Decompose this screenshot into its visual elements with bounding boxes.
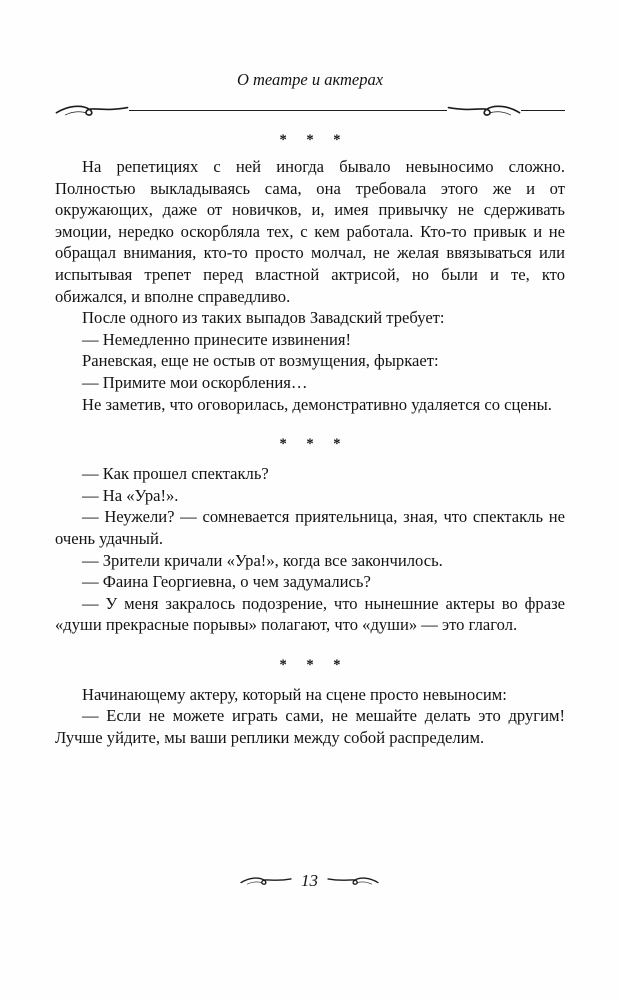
flourish-ornament-right-icon [447, 102, 521, 119]
page-number: 13 [301, 871, 318, 890]
footer-flourish-left-icon [240, 875, 292, 887]
page-footer [0, 871, 619, 891]
divider-line-end [521, 110, 565, 111]
paragraph: Раневская, еще не остыв от возмущения, фыркает: [82, 351, 439, 371]
dialogue-line: — Неужели? — сомневается приятельница, зная, что спектакль не очень удачный. [55, 507, 565, 548]
dialogue-line: — Зрители кричали «Ура!», когда все закончилось. [82, 550, 443, 570]
footer-flourish-right-icon [327, 875, 379, 887]
dialogue-line: — Фаина Георгиевна, о чем задумались? [82, 572, 371, 592]
dialogue-line: — Если не можете играть сами, не мешайте делать это другим! Лучше уйдите, мы ваши реплики между собой распределим. [55, 706, 565, 748]
dialogue-line: — Немедленно принесите извинения! [82, 329, 352, 349]
paragraph: Не заметив, что оговорилась, демонстративно удаляется со сцены. [82, 394, 552, 414]
paragraph: Начинающему актеру, который на сцене просто невыносим: [82, 684, 507, 704]
flourish-ornament-left-icon [55, 102, 129, 119]
header-divider [55, 99, 565, 121]
section-separator: * * * [279, 436, 349, 453]
dialogue-line: — Как прошел спектакль? [82, 464, 269, 484]
dialogue-line: — Примите мои оскорбления… [82, 372, 308, 392]
running-head: О театре и актерах [236, 70, 384, 89]
dialogue-line: — У меня закралось подозрение, что нынешние актеры во фразе «души прекрасные порывы» полагают, что «души» — это глагол. [55, 593, 565, 635]
paragraph: На репетициях с ней иногда бывало невыносимо сложно. Полностью выкладываясь сама, она требовала этого же и от окружающих, даже от новичков, и, имея привычку не сдерживать эмоции, нередко оскорбляла тех, с кем работала. Кто-то привык и не обращал внимания, кто-то просто молчал, не желая ввязываться или испытывая трепет перед властной актрисой, но были и те, кто обижался, и вполне справедливо. [55, 157, 565, 306]
section-separator: * * * [279, 132, 349, 148]
paragraph: После одного из таких выпадов Завадский требует: [82, 308, 445, 328]
section-separator: * * * [279, 656, 349, 673]
divider-line [129, 110, 447, 111]
page-body [55, 132, 565, 749]
dialogue-line: — На «Ура!». [82, 485, 179, 505]
